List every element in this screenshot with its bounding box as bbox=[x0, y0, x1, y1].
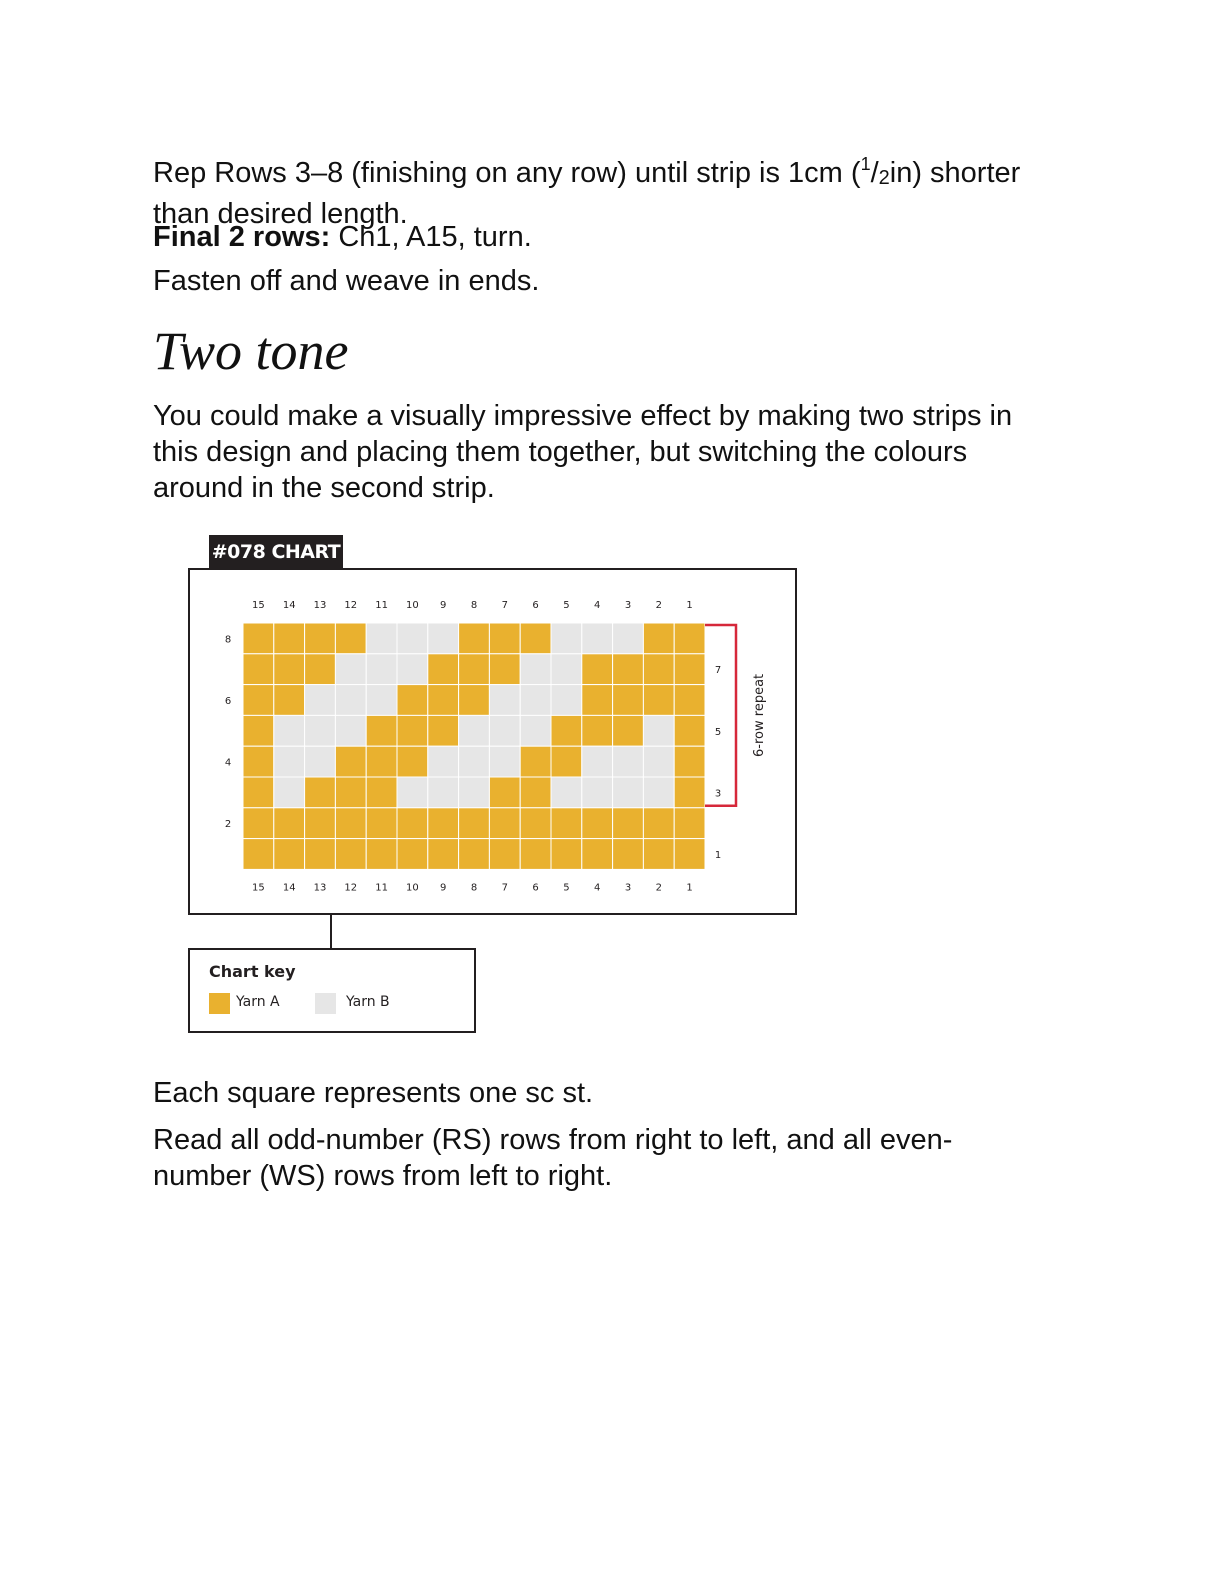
chart-cell bbox=[674, 839, 705, 870]
chart-cell bbox=[243, 839, 274, 870]
fraction-numerator: 1 bbox=[860, 154, 871, 174]
repeat-bracket bbox=[705, 625, 736, 806]
reading-note: Read all odd-number (RS) rows from right to left, and all even-number (WS) rows from left to right. bbox=[153, 1124, 953, 1192]
chart-cell bbox=[643, 654, 674, 685]
column-number-top: 4 bbox=[594, 600, 601, 611]
column-number-bottom: 15 bbox=[252, 882, 265, 894]
section-heading: Two tone bbox=[153, 321, 349, 381]
chart-cell bbox=[335, 715, 366, 746]
chart-cell bbox=[305, 839, 336, 870]
chart-cell bbox=[335, 808, 366, 839]
chart-frame bbox=[188, 568, 797, 915]
chart-key bbox=[188, 948, 476, 1033]
chart-cell bbox=[243, 654, 274, 685]
chart-cell bbox=[674, 746, 705, 777]
chart-cell bbox=[397, 777, 428, 808]
chart-cell bbox=[674, 777, 705, 808]
chart-cell bbox=[582, 839, 613, 870]
chart-cell bbox=[459, 808, 490, 839]
chart-cell bbox=[459, 715, 490, 746]
chart-cell bbox=[305, 654, 336, 685]
chart-cell bbox=[366, 746, 397, 777]
chart-cell bbox=[274, 839, 305, 870]
chart-cell bbox=[428, 777, 459, 808]
column-number-top: 1 bbox=[686, 600, 693, 611]
chart-cell bbox=[582, 746, 613, 777]
row-number-left: 4 bbox=[224, 757, 232, 769]
chart-cell bbox=[582, 623, 613, 654]
yarn-b-label: Yarn B bbox=[346, 994, 390, 1010]
chart-cell bbox=[243, 623, 274, 654]
repeat-instruction-end: in) shorter than desired length. bbox=[153, 157, 1021, 230]
chart-cell bbox=[489, 654, 520, 685]
chart-cell bbox=[397, 808, 428, 839]
chart-cell bbox=[428, 808, 459, 839]
chart-cell bbox=[397, 746, 428, 777]
chart-cell bbox=[274, 654, 305, 685]
chart-cell bbox=[551, 746, 582, 777]
chart-cell bbox=[520, 777, 551, 808]
chart-cell bbox=[551, 623, 582, 654]
chart-cell bbox=[305, 623, 336, 654]
chart-cell bbox=[428, 746, 459, 777]
chart-cell bbox=[551, 839, 582, 870]
fraction-denominator: 2 bbox=[878, 167, 890, 189]
column-number-bottom: 10 bbox=[406, 882, 419, 894]
chart-cell bbox=[674, 715, 705, 746]
chart-cell bbox=[551, 654, 582, 685]
yarn-b-swatch bbox=[315, 993, 336, 1014]
chart-cell bbox=[397, 715, 428, 746]
column-number-bottom: 1 bbox=[686, 882, 693, 894]
chart-cell bbox=[582, 715, 613, 746]
chart-cell bbox=[613, 746, 644, 777]
chart-cell bbox=[274, 623, 305, 654]
chart-cell bbox=[613, 839, 644, 870]
column-number-bottom: 14 bbox=[282, 882, 296, 894]
row-number-left: 2 bbox=[224, 819, 232, 831]
final-rows-instruction bbox=[153, 219, 1073, 255]
column-number-top: 7 bbox=[501, 600, 508, 611]
chart-cell bbox=[243, 746, 274, 777]
chart-cell bbox=[674, 685, 705, 716]
chart-cell bbox=[305, 685, 336, 716]
chart-cell bbox=[243, 715, 274, 746]
chart-key-title: Chart key bbox=[209, 962, 296, 981]
column-number-top: 8 bbox=[470, 600, 478, 611]
chart-cell bbox=[274, 746, 305, 777]
chart-cell bbox=[613, 685, 644, 716]
chart-cell bbox=[397, 623, 428, 654]
chart-cell bbox=[459, 685, 490, 716]
column-number-top: 5 bbox=[563, 600, 570, 611]
column-number-bottom: 5 bbox=[563, 882, 570, 894]
column-number-top: 10 bbox=[406, 600, 419, 611]
chart-cell bbox=[674, 654, 705, 685]
column-number-bottom: 6 bbox=[532, 882, 539, 894]
chart-cell bbox=[489, 839, 520, 870]
chart-cell bbox=[551, 777, 582, 808]
chart-cell bbox=[643, 839, 674, 870]
column-number-top: 9 bbox=[440, 600, 447, 611]
row-number-right: 1 bbox=[714, 850, 722, 861]
column-number-bottom: 9 bbox=[440, 882, 447, 894]
row-number-right: 7 bbox=[714, 665, 722, 677]
chart-cell bbox=[305, 777, 336, 808]
chart-cell bbox=[613, 808, 644, 839]
row-number-right: 5 bbox=[714, 726, 722, 738]
chart-cell bbox=[366, 839, 397, 870]
half-fraction bbox=[860, 154, 890, 189]
chart-cell bbox=[551, 715, 582, 746]
column-number-top: 13 bbox=[313, 600, 327, 611]
row-number-left: 6 bbox=[224, 696, 232, 707]
stitch-chart bbox=[190, 570, 795, 913]
chart-cell bbox=[643, 777, 674, 808]
chart-cell bbox=[335, 839, 366, 870]
chart-cell bbox=[674, 623, 705, 654]
chart-cell bbox=[643, 685, 674, 716]
fraction-slash: / bbox=[870, 157, 879, 189]
column-number-top: 15 bbox=[252, 600, 265, 611]
chart-cell bbox=[613, 654, 644, 685]
chart-cell bbox=[674, 808, 705, 839]
chart-cell bbox=[489, 715, 520, 746]
chart-cell bbox=[551, 808, 582, 839]
chart-cell bbox=[613, 777, 644, 808]
chart-tag: #078 CHART bbox=[209, 535, 343, 569]
column-number-top: 6 bbox=[532, 600, 539, 611]
fasten-off-instruction: Fasten off and weave in ends. bbox=[153, 265, 540, 297]
column-number-bottom: 11 bbox=[375, 882, 388, 894]
row-number-left: 8 bbox=[224, 634, 232, 646]
chart-cell bbox=[489, 746, 520, 777]
chart-cell bbox=[459, 777, 490, 808]
yarn-a-swatch bbox=[209, 993, 230, 1014]
chart-cell bbox=[274, 715, 305, 746]
chart-cell bbox=[643, 746, 674, 777]
column-number-top: 2 bbox=[655, 600, 662, 611]
column-number-bottom: 12 bbox=[344, 882, 358, 894]
chart-cell bbox=[428, 654, 459, 685]
chart-cell bbox=[489, 808, 520, 839]
chart-cell bbox=[366, 623, 397, 654]
chart-cell bbox=[582, 654, 613, 685]
final-rows-text: Ch1, A15, turn. bbox=[330, 221, 532, 253]
column-number-bottom: 13 bbox=[313, 882, 327, 894]
column-number-bottom: 7 bbox=[501, 882, 508, 894]
chart-cell bbox=[489, 623, 520, 654]
square-note: Each square represents one sc st. bbox=[153, 1077, 594, 1109]
chart-cell bbox=[613, 623, 644, 654]
chart-cell bbox=[520, 715, 551, 746]
chart-cell bbox=[366, 685, 397, 716]
chart-cell bbox=[335, 777, 366, 808]
chart-cell bbox=[428, 839, 459, 870]
final-rows-label: Final 2 rows: bbox=[153, 221, 331, 253]
chart-cell bbox=[489, 777, 520, 808]
column-number-top: 3 bbox=[624, 600, 632, 611]
column-number-top: 12 bbox=[344, 600, 358, 611]
column-number-bottom: 2 bbox=[655, 882, 662, 894]
column-number-top: 14 bbox=[282, 600, 296, 611]
column-number-bottom: 3 bbox=[624, 882, 632, 894]
repeat-instruction-start: Rep Rows 3–8 (finishing on any row) until strip is 1cm ( bbox=[153, 157, 861, 189]
chart-cell bbox=[366, 777, 397, 808]
chart-cell bbox=[520, 623, 551, 654]
chart-cell bbox=[305, 715, 336, 746]
chart-cell bbox=[459, 654, 490, 685]
chart-cell bbox=[582, 777, 613, 808]
chart-cell bbox=[366, 654, 397, 685]
chart-cell bbox=[397, 839, 428, 870]
row-number-right: 3 bbox=[714, 788, 722, 800]
chart-cell bbox=[428, 685, 459, 716]
chart-cell bbox=[520, 839, 551, 870]
chart-cell bbox=[335, 654, 366, 685]
chart-cell bbox=[243, 685, 274, 716]
yarn-a-label: Yarn A bbox=[236, 994, 280, 1010]
chart-cell bbox=[520, 654, 551, 685]
chart-cell bbox=[459, 623, 490, 654]
chart-cell bbox=[551, 685, 582, 716]
column-number-bottom: 4 bbox=[594, 882, 601, 894]
chart-cell bbox=[366, 715, 397, 746]
chart-cell bbox=[243, 777, 274, 808]
chart-cell bbox=[397, 685, 428, 716]
chart-cell bbox=[305, 746, 336, 777]
chart-cell bbox=[489, 685, 520, 716]
chart-cell bbox=[397, 654, 428, 685]
chart-cell bbox=[335, 623, 366, 654]
chart-cell bbox=[643, 715, 674, 746]
chart-cell bbox=[459, 746, 490, 777]
chart-cell bbox=[428, 715, 459, 746]
chart-cell bbox=[335, 746, 366, 777]
chart-cell bbox=[366, 808, 397, 839]
chart-cell bbox=[643, 623, 674, 654]
chart-cell bbox=[459, 839, 490, 870]
chart-cell bbox=[274, 777, 305, 808]
chart-cell bbox=[305, 808, 336, 839]
column-number-top: 11 bbox=[375, 600, 388, 611]
chart-cell bbox=[613, 715, 644, 746]
chart-cell bbox=[520, 685, 551, 716]
chart-key-connector bbox=[330, 915, 332, 949]
repeat-label: 6-row repeat bbox=[752, 673, 767, 757]
column-number-bottom: 8 bbox=[470, 882, 478, 894]
chart-cell bbox=[428, 623, 459, 654]
chart-cell bbox=[520, 746, 551, 777]
chart-cell bbox=[582, 808, 613, 839]
chart-cell bbox=[274, 808, 305, 839]
chart-cell bbox=[582, 685, 613, 716]
chart-cell bbox=[335, 685, 366, 716]
chart-cell bbox=[274, 685, 305, 716]
two-tone-description: You could make a visually impressive effect by making two strips in this design and placing them together, but switching the colours around in the second strip. bbox=[153, 400, 1013, 504]
chart-cell bbox=[243, 808, 274, 839]
chart-cell bbox=[520, 808, 551, 839]
chart-cell bbox=[643, 808, 674, 839]
